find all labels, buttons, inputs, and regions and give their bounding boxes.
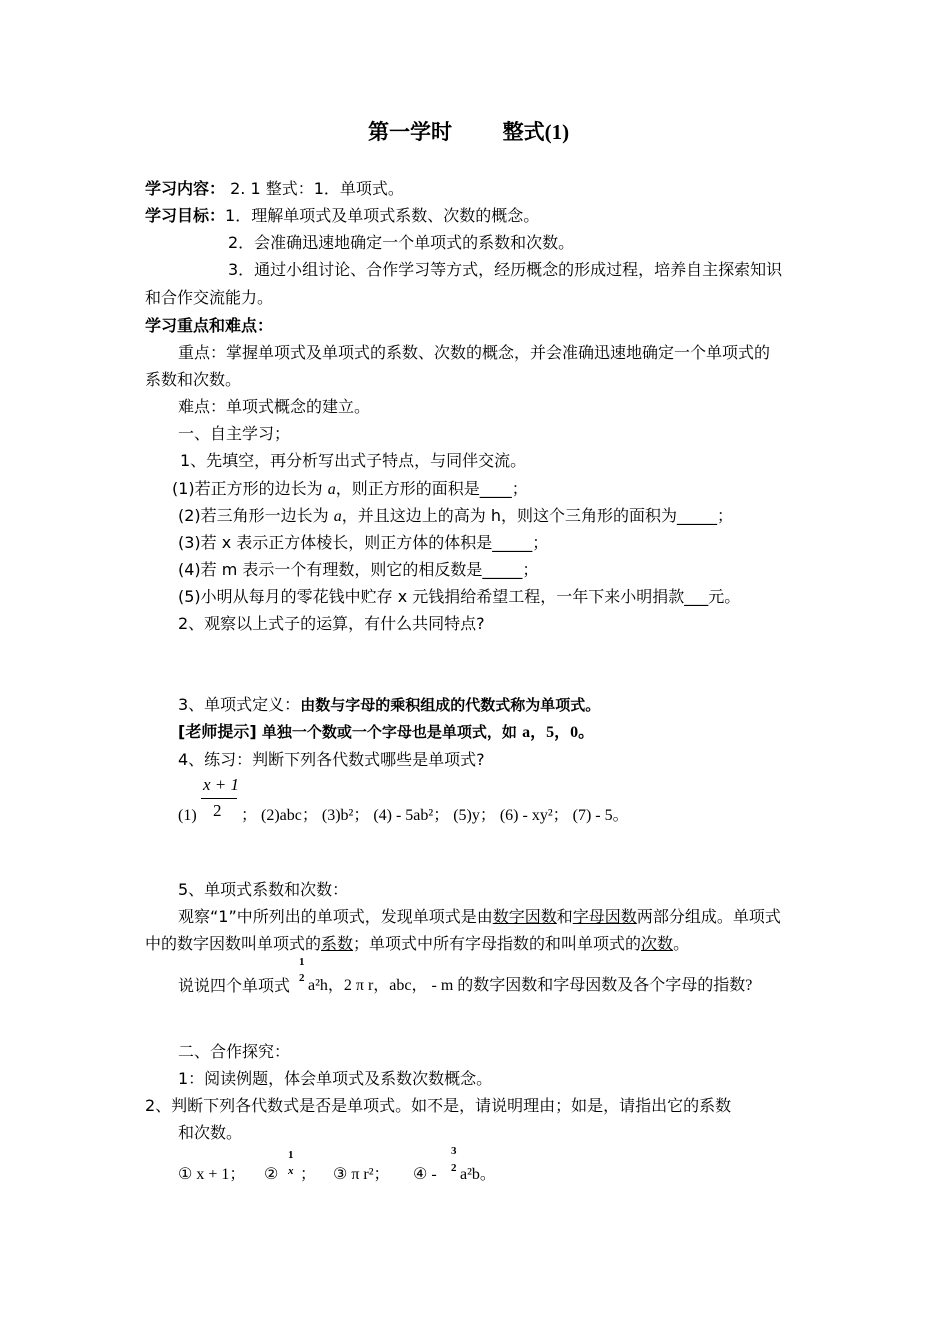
observe-line-b: 中的数字因数叫单项式的系数；单项式中所有字母指数的和叫单项式的次数。 [145, 934, 690, 953]
practice-frac-num: x + 1 [203, 775, 240, 794]
part2-s2a: 2、判断下列各代数式是否是单项式。如不是，请说明理由；如是，请指出它的系数 [145, 1096, 732, 1115]
goal-3b: 和合作交流能力。 [145, 288, 274, 307]
exercise-4-pre: ④ - [413, 1166, 437, 1183]
key-label: 学习重点和难点： [145, 316, 274, 335]
teacher-hint: [老师提示] 单独一个数或一个字母也是单项式，如 a，5，0。 [178, 722, 595, 741]
part1-q4: 4、练习：判断下列各代数式哪些是单项式? [178, 750, 485, 769]
exercise-4-num: 3 [451, 1145, 457, 1157]
coefficient-term: 系数 [321, 934, 354, 953]
part1-q5: 5、单项式系数和次数： [178, 880, 349, 899]
goal-1: 1．理解单项式及单项式系数、次数的概念。 [225, 206, 540, 225]
say-frac-den: 2 [299, 972, 305, 984]
part2-s2b: 和次数。 [178, 1123, 243, 1142]
exercise-2-num: 1 [288, 1149, 294, 1161]
goals-label: 学习目标： [145, 206, 226, 225]
fill-item-4: (4)若 m 表示一个有理数，则它的相反数是_____； [178, 560, 539, 579]
key-focus-b: 系数和次数。 [145, 370, 242, 389]
title-part2: 整式(1) [502, 120, 570, 144]
hint-examples: a，5，0。 [522, 724, 595, 741]
part1-q1: 1、先填空，再分析写出式子特点，与同伴交流。 [180, 451, 527, 470]
observe-line-a: 观察“1”中所列出的单项式，发现单项式是由数字因数和字母因数两部分组成。单项式 [178, 907, 781, 926]
fill-item-2: (2)若三角形一边长为 a，并且这边上的高为 h，则这个三角形的面积为_____； [178, 506, 733, 525]
key-difficulty: 难点：单项式概念的建立。 [178, 397, 371, 416]
key-focus-a: 重点：掌握单项式及单项式的系数、次数的概念，并会准确迅速地确定一个单项式的 [178, 343, 771, 362]
practice-frac-den: 2 [213, 801, 222, 820]
exercise-4-den: 2 [451, 1162, 457, 1174]
part2-heading: 二、合作探究： [178, 1042, 291, 1061]
content-label: 学习内容： [145, 179, 226, 198]
practice-prefix: (1) [178, 807, 197, 824]
letter-factor: 字母因数 [572, 907, 637, 926]
fill-item-3: (3)若 x 表示正方体棱长，则正方体的体积是_____； [178, 533, 549, 552]
exercise-2-post: ； [300, 1166, 317, 1183]
exercise-1: ① x + 1； [178, 1166, 246, 1183]
page-title [368, 122, 569, 142]
goal-3a: 3．通过小组讨论、合作学习等方式，经历概念的形成过程，培养自主探索知识 [228, 260, 783, 279]
part2-s1: 1：阅读例题，体会单项式及系数次数概念。 [178, 1069, 493, 1088]
say-post: a²h，2 π r，abc， - m 的数字因数和字母因数及各个字母的指数? [308, 977, 753, 994]
say-pre: 说说四个单项式 [178, 976, 291, 995]
exercise-2-den: x [288, 1165, 294, 1177]
practice-frac-bar [201, 798, 237, 799]
teacher-hint-label: [老师提示] [178, 722, 257, 741]
exercise-4-post: a²b。 [460, 1166, 496, 1183]
title-part1: 第一学时 [368, 120, 452, 144]
say-frac-num: 1 [299, 956, 305, 968]
exercise-2-num-label: ② [264, 1166, 279, 1183]
degree-term: 次数 [641, 934, 674, 953]
definition-text: 由数与字母的乘积组成的代数式称为单项式。 [300, 696, 601, 714]
definition-line [178, 695, 600, 715]
content-line [145, 179, 404, 199]
part1-q2: 2、观察以上式子的运算，有什么共同特点? [178, 614, 485, 633]
goals-line-1 [145, 206, 539, 226]
fill-item-1: (1)若正方形的边长为 a，则正方形的面积是____； [172, 479, 528, 498]
goal-2: 2．会准确迅速地确定一个单项式的系数和次数。 [228, 233, 575, 252]
part1-heading: 一、自主学习； [178, 424, 291, 443]
fill-item-5: (5)小明从每月的零花钱中贮存 x 元钱捐给希望工程，一年下来小明捐款___元。 [178, 587, 741, 606]
content-text: 2. 1 整式：1．单项式。 [225, 179, 404, 198]
digit-factor: 数字因数 [492, 907, 557, 926]
definition-label: 3、单项式定义： [178, 695, 301, 714]
practice-expressions: ； (2)abc； (3)b²； (4) - 5ab²； (5)y； (6) - xy²； (7) - 5。 [241, 807, 629, 824]
exercise-3: ③ π r²； [333, 1166, 390, 1183]
